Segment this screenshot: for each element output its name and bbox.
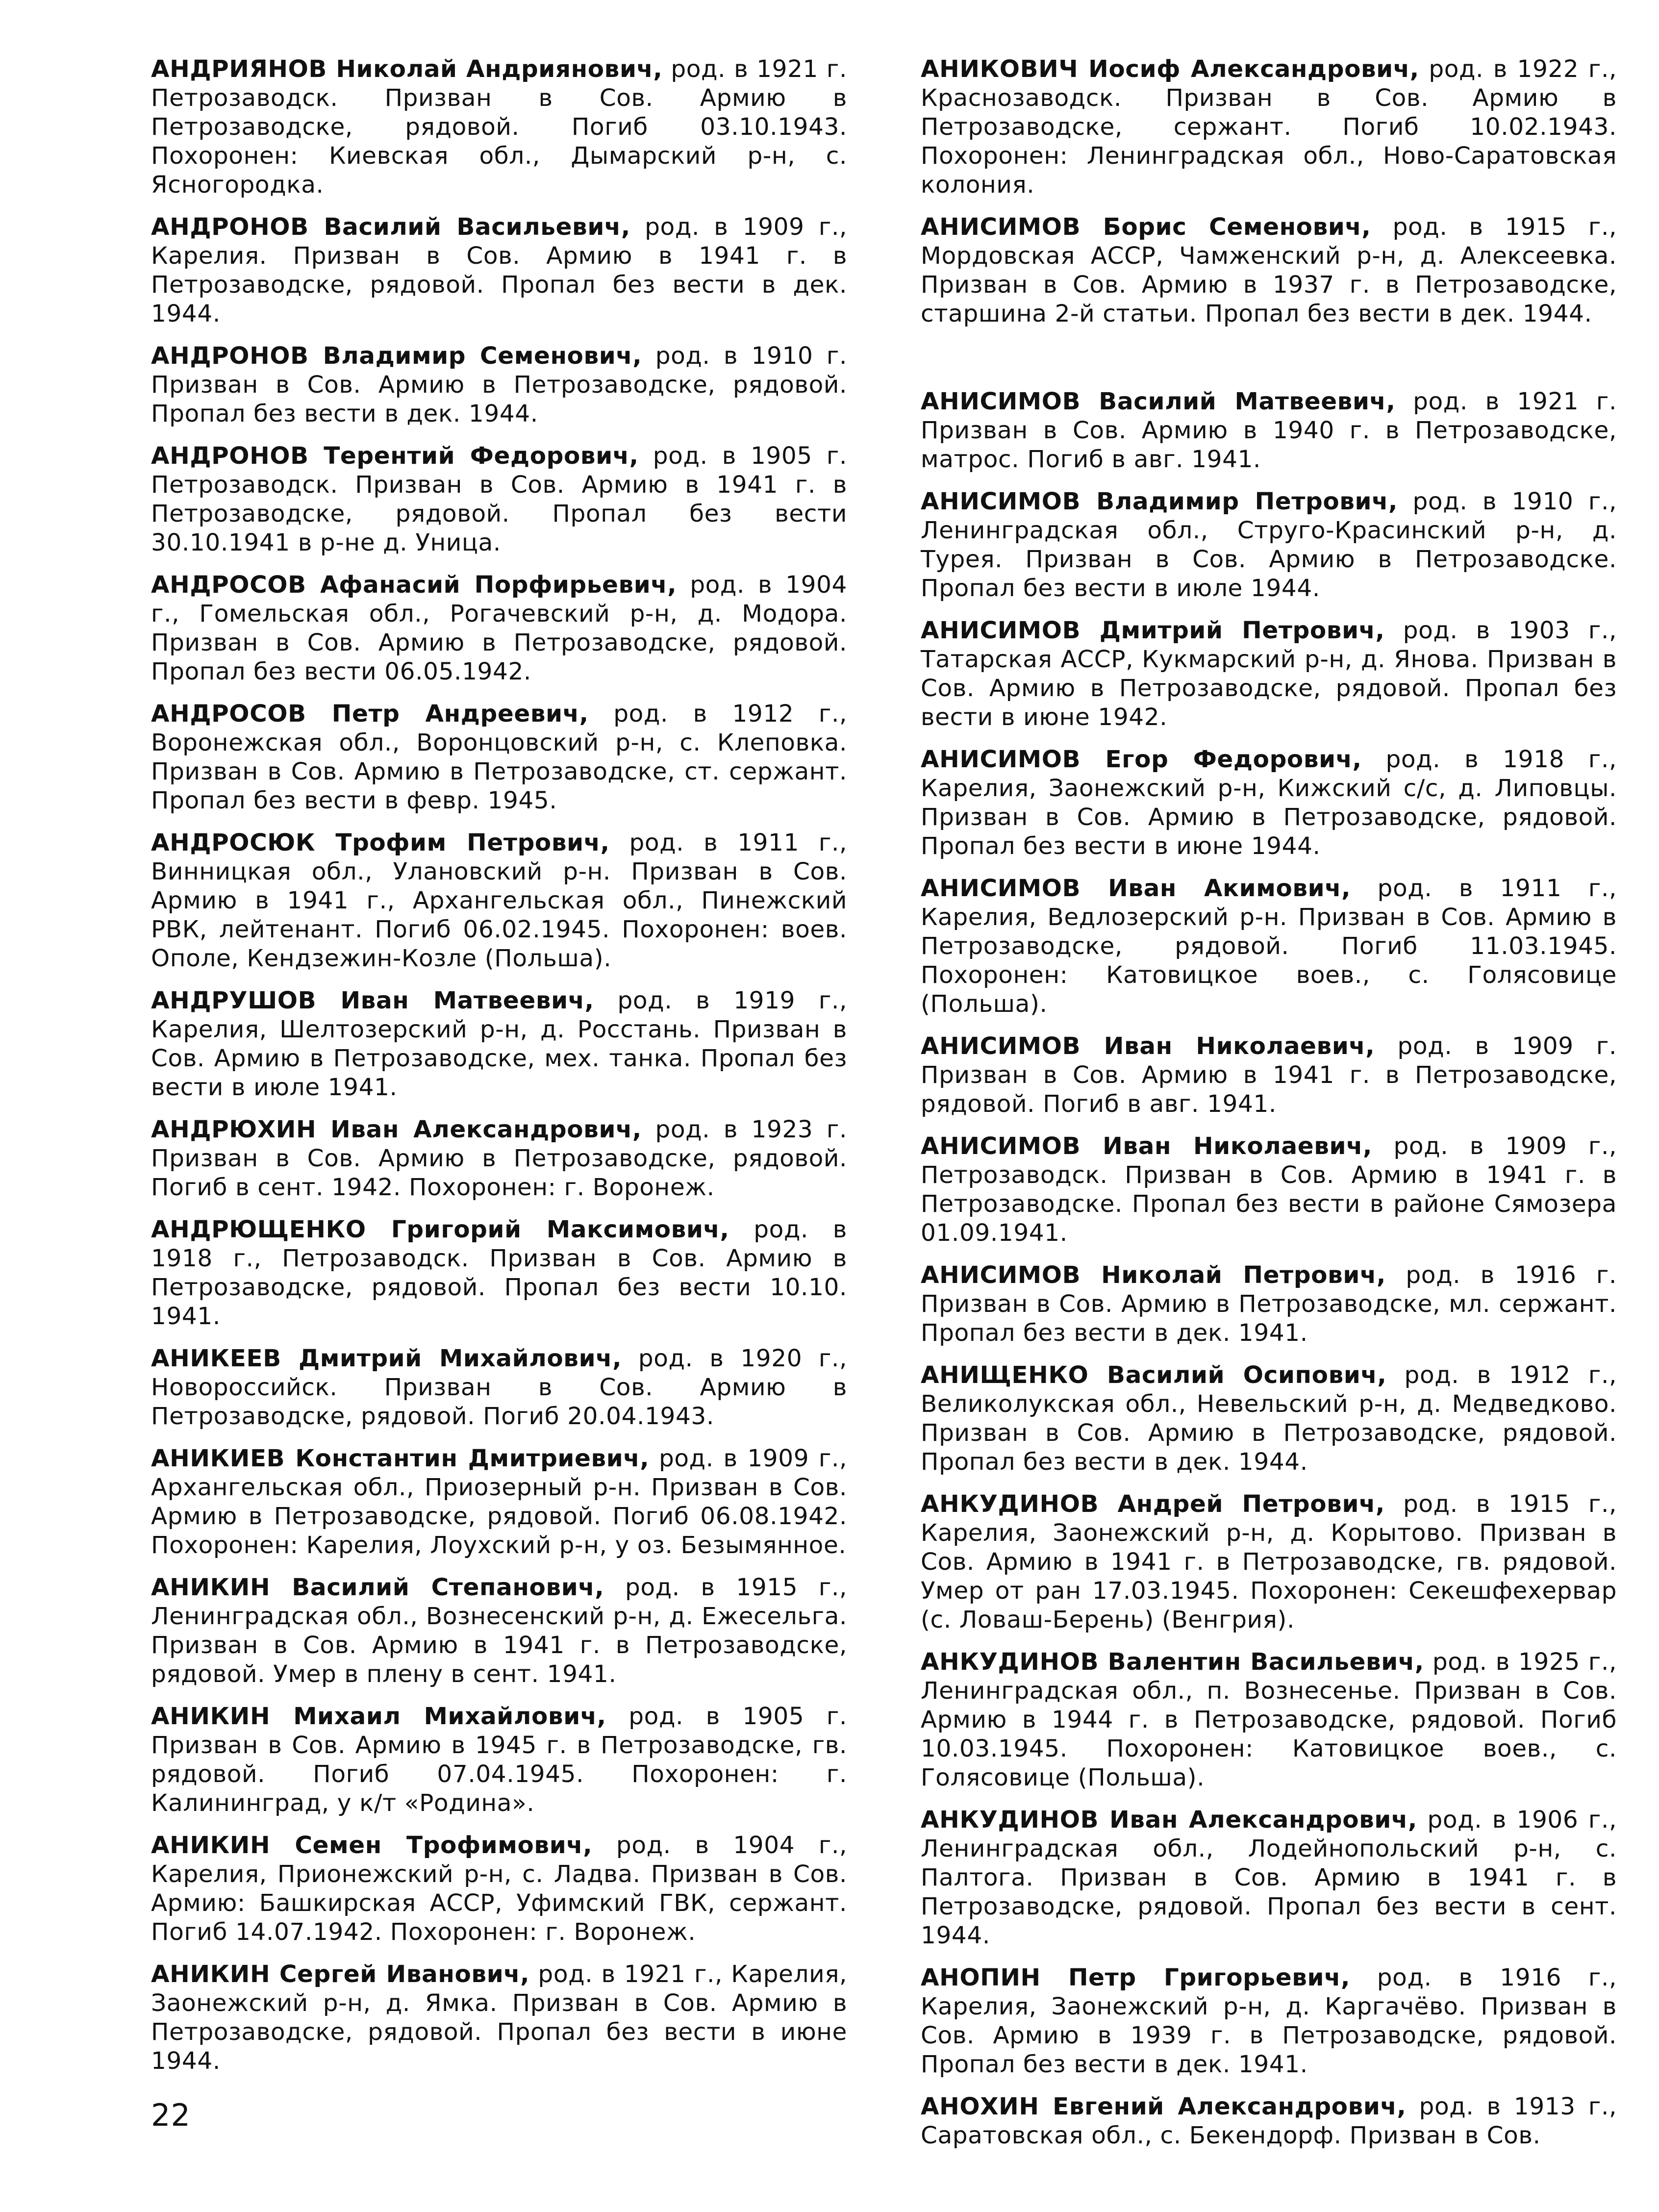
biography-entry <box>921 1648 1617 1792</box>
entry-text: род. в 1909 г., Петрозаводск. Призван в Сов. Армию в 1941 г. в Петрозаводске. Пропал без вести в районе Сямозера 01.09.1941. <box>921 1132 1617 1247</box>
biography-entry <box>921 1261 1617 1348</box>
entry-name: АНИКИН Семен Трофимович, <box>151 1832 593 1859</box>
entry-name: АНДРОНОВ Терентий Федорович, <box>151 442 639 470</box>
entry-name: АНКУДИНОВ Валентин Васильевич, <box>921 1648 1424 1676</box>
biography-entry <box>921 1490 1617 1634</box>
entry-name: АНОПИН Петр Григорьевич, <box>921 1964 1351 1991</box>
entry-text: род. в 1912 г., Великолукская обл., Невельский р-н, д. Медведково. Призван в Сов. Армию в Петрозаводске, рядовой. Пропал без вести в дек. 1944. <box>921 1361 1617 1476</box>
entry-text: род. в 1921 г. Петрозаводск. Призван в Сов. Армию в Петрозаводске, рядовой. Погиб 03.10.1943. Похоронен: Киевская обл., Дымарский р-н, с. Ясногородка. <box>151 55 847 199</box>
biography-entry <box>921 1963 1617 2079</box>
entry-name: АНИСИМОВ Николай Петрович, <box>921 1261 1386 1289</box>
biography-entry <box>921 2092 1617 2150</box>
entry-text: род. в 1905 г. Призван в Сов. Армию в 1945 г. в Петрозаводске, гв. рядовой. Погиб 07.04.1945. Похоронен: г. Калининград, у к/т «Родина». <box>151 1703 847 1817</box>
entry-name: АНДРУШОВ Иван Матвеевич, <box>151 987 594 1014</box>
entry-text: род. в 1904 г., Гомельская обл., Рогачевский р-н, д. Модора. Призван в Сов. Армию в Петрозаводске, рядовой. Пропал без вести 06.05.1942. <box>151 571 847 685</box>
entry-text: род. в 1911 г., Винницкая обл., Улановский р-н. Призван в Сов. Армию в 1941 г., Архангельская обл., Пинежский РВК, лейтенант. Погиб 06.02.1945. Похоронен: воев. Ополе, Кендзежин-Козле (Польша). <box>151 829 847 972</box>
biography-entry <box>151 1444 847 1560</box>
biography-entry <box>151 1344 847 1431</box>
entry-text: род. в 1919 г., Карелия, Шелтозерский р-н, д. Росстань. Призван в Сов. Армию в Петрозаводске, мех. танка. Пропал без вести в июле 1941. <box>151 987 847 1101</box>
entry-text: род. в 1920 г., Новороссийск. Призван в Сов. Армию в Петрозаводске, рядовой. Погиб 20.04.1943. <box>151 1345 847 1430</box>
biography-entry <box>151 1702 847 1818</box>
entry-name: АНИСИМОВ Иван Акимович, <box>921 875 1351 902</box>
entry-name: АНИСИМОВ Василий Матвеевич, <box>921 388 1396 415</box>
entry-text: род. в 1909 г., Карелия. Призван в Сов. Армию в 1941 г. в Петрозаводске, рядовой. Пропал без вести в дек. 1944. <box>151 213 847 327</box>
entry-name: АНИЩЕНКО Василий Осипович, <box>921 1361 1387 1389</box>
biography-entry <box>151 1960 847 2076</box>
entry-name: АНИКЕЕВ Дмитрий Михайлович, <box>151 1345 622 1372</box>
entry-name: АНИСИМОВ Иван Николаевич, <box>921 1132 1372 1160</box>
biography-entry <box>921 616 1617 732</box>
biography-entry <box>921 874 1617 1019</box>
biography-entry <box>921 487 1617 603</box>
entry-text: род. в 1925 г., Ленинградская обл., п. Вознесенье. Призван в Сов. Армию в 1944 г. в Петрозаводске, рядовой. Погиб 10.03.1945. Похоронен: Катовицкое воев., с. Голясовице (Польша). <box>921 1648 1617 1791</box>
biography-entry <box>921 213 1617 328</box>
entry-text: род. в 1912 г., Воронежская обл., Воронцовский р-н, с. Клеповка. Призван в Сов. Армию в Петрозаводске, ст. сержант. Пропал без вести в февр. 1945. <box>151 700 847 814</box>
left-column <box>151 55 847 2089</box>
entry-name: АНИКИН Василий Степанович, <box>151 1574 604 1601</box>
entry-text: род. в 1915 г., Мордовская АССР, Чамженский р-н, д. Алексеевка. Призван в Сов. Армию в 1937 г. в Петрозаводске, старшина 2-й статьи. Пропал без вести в дек. 1944. <box>921 213 1617 327</box>
biography-entry <box>921 1361 1617 1477</box>
entry-name: АНИСИМОВ Борис Семенович, <box>921 213 1371 241</box>
biography-entry <box>151 1831 847 1947</box>
entry-text: род. в 1903 г., Татарская АССР, Кукмарский р-н, д. Янова. Призван в Сов. Армию в Петрозаводске, рядовой. Пропал без вести в июне 1942. <box>921 617 1617 731</box>
entry-text: род. в 1909 г., Архангельская обл., Приозерный р-н. Призван в Сов. Армию в Петрозаводске, рядовой. Погиб 06.08.1942. Похоронен: Карелия, Лоухский р-н, у оз. Безымянное. <box>151 1445 847 1559</box>
entry-text: род. в 1918 г., Карелия, Заонежский р-н, Кижский с/с, д. Липовцы. Призван в Сов. Армию в Петрозаводске, рядовой. Пропал без вести в июне 1944. <box>921 746 1617 860</box>
entry-name: АНИКОВИЧ Иосиф Александрович, <box>921 55 1419 83</box>
biography-entry <box>151 829 847 973</box>
biography-entry <box>151 213 847 328</box>
entry-text: род. в 1904 г., Карелия, Прионежский р-н, с. Ладва. Призван в Сов. Армию: Башкирская АССР, Уфимский ГВК, сержант. Погиб 14.07.1942. Похоронен: г. Воронеж. <box>151 1832 847 1946</box>
entry-text: род. в 1915 г., Ленинградская обл., Вознесенский р-н, д. Ежесельга. Призван в Сов. Армию в 1941 г. в Петрозаводске, рядовой. Умер в плену в сент. 1941. <box>151 1574 847 1688</box>
biography-entry <box>151 986 847 1102</box>
entry-name: АНКУДИНОВ Андрей Петрович, <box>921 1490 1385 1518</box>
entry-name: АНКУДИНОВ Иван Александрович, <box>921 1806 1417 1834</box>
entry-name: АНИСИМОВ Владимир Петрович, <box>921 488 1398 515</box>
entry-text: род. в 1916 г. Призван в Сов. Армию в Петрозаводске, мл. сержант. Пропал без вести в дек. 1941. <box>921 1261 1617 1347</box>
biography-entry <box>151 442 847 557</box>
entry-name: АНДРЮЩЕНКО Григорий Максимович, <box>151 1216 729 1243</box>
biography-entry <box>151 571 847 686</box>
entry-text: род. в 1910 г., Ленинградская обл., Струго-Красинский р-н, д. Турея. Призван в Сов. Армию в Петрозаводске. Пропал без вести в июле 1944. <box>921 488 1617 602</box>
entry-name: АНИКИЕВ Константин Дмитриевич, <box>151 1445 650 1472</box>
entry-name: АНИСИМОВ Иван Николаевич, <box>921 1032 1375 1060</box>
entry-text: род. в 1918 г., Петрозаводск. Призван в Сов. Армию в Петрозаводске, рядовой. Пропал без вести 10.10. 1941. <box>151 1216 847 1330</box>
entry-text: род. в 1906 г., Ленинградская обл., Лодейнопольский р-н, с. Палтога. Призван в Сов. Армию в 1941 г. в Петрозаводске, рядовой. Пропал без вести в сент. 1944. <box>921 1806 1617 1949</box>
entry-text: род. в 1911 г., Карелия, Ведлозерский р-н. Призван в Сов. Армию в Петрозаводске, рядовой. Погиб 11.03.1945. Похоронен: Катовицкое воев., с. Голясовице (Польша). <box>921 875 1617 1018</box>
right-column <box>921 55 1617 2163</box>
biography-entry <box>151 55 847 200</box>
entry-name: АНИСИМОВ Егор Федорович, <box>921 746 1362 773</box>
biography-entry <box>921 1032 1617 1119</box>
entry-text: род. в 1910 г. Призван в Сов. Армию в Петрозаводске, рядовой. Пропал без вести в дек. 1944. <box>151 342 847 427</box>
biography-entry <box>151 1573 847 1689</box>
entry-text: род. в 1921 г. Призван в Сов. Армию в 1940 г. в Петрозаводске, матрос. Погиб в авг. 1941. <box>921 388 1617 473</box>
entry-text: род. в 1913 г., Саратовская обл., с. Бекендорф. Призван в Сов. <box>921 2093 1617 2149</box>
entry-name: АНДРОСОВ Афанасий Порфирьевич, <box>151 571 677 599</box>
biography-entry <box>151 1115 847 1202</box>
entry-text: род. в 1905 г. Петрозаводск. Призван в Сов. Армию в 1941 г. в Петрозаводске, рядовой. Пропал без вести 30.10.1941 в р-не д. Уница. <box>151 442 847 556</box>
entry-name: АНДРИЯНОВ Николай Андриянович, <box>151 55 663 83</box>
entry-text: род. в 1922 г., Краснозаводск. Призван в Сов. Армию в Петрозаводске, сержант. Погиб 10.02.1943. Похоронен: Ленинградская обл., Ново-Саратовская колония. <box>921 55 1617 199</box>
biography-entry <box>151 700 847 815</box>
entry-name: АНИКИН Михаил Михайлович, <box>151 1703 606 1730</box>
biography-entry <box>151 1215 847 1331</box>
entry-name: АНДРОСЮК Трофим Петрович, <box>151 829 610 856</box>
entry-text: род. в 1915 г., Карелия, Заонежский р-н, д. Корытово. Призван в Сов. Армию в 1941 г. в Петрозаводске, гв. рядовой. Умер от ран 17.03.1945. Похоронен: Секешфехервар (с. Ловаш-Берень) (Венгрия). <box>921 1490 1617 1634</box>
biography-entry <box>921 745 1617 861</box>
entry-text: род. в 1916 г., Карелия, Заонежский р-н, д. Каргачёво. Призван в Сов. Армию в 1939 г. в Петрозаводске, рядовой. Пропал без вести в дек. 1941. <box>921 1964 1617 2078</box>
entry-text: род. в 1921 г., Карелия, Заонежский р-н, д. Ямка. Призван в Сов. Армию в Петрозаводске, рядовой. Пропал без вести в июне 1944. <box>151 1961 847 2075</box>
entry-name: АНИКИН Сергей Иванович, <box>151 1961 530 1988</box>
entry-name: АНДРОНОВ Владимир Семенович, <box>151 342 642 370</box>
biography-entry <box>921 1806 1617 1950</box>
entry-name: АНИСИМОВ Дмитрий Петрович, <box>921 617 1385 644</box>
biography-entry <box>921 55 1617 200</box>
entry-name: АНДРЮХИН Иван Александрович, <box>151 1116 642 1143</box>
biography-entry <box>151 342 847 428</box>
entry-name: АНОХИН Евгений Александрович, <box>921 2093 1407 2120</box>
biography-entry <box>921 1132 1617 1248</box>
entry-name: АНДРОСОВ Петр Андреевич, <box>151 700 589 728</box>
entry-text: род. в 1909 г. Призван в Сов. Армию в 1941 г. в Петрозаводске, рядовой. Погиб в авг. 1941. <box>921 1032 1617 1118</box>
entry-text: род. в 1923 г. Призван в Сов. Армию в Петрозаводске, рядовой. Погиб в сент. 1942. Похоронен: г. Воронеж. <box>151 1116 847 1201</box>
entry-name: АНДРОНОВ Василий Васильевич, <box>151 213 630 241</box>
biography-entry <box>921 387 1617 474</box>
page-number: 22 <box>151 2097 191 2133</box>
